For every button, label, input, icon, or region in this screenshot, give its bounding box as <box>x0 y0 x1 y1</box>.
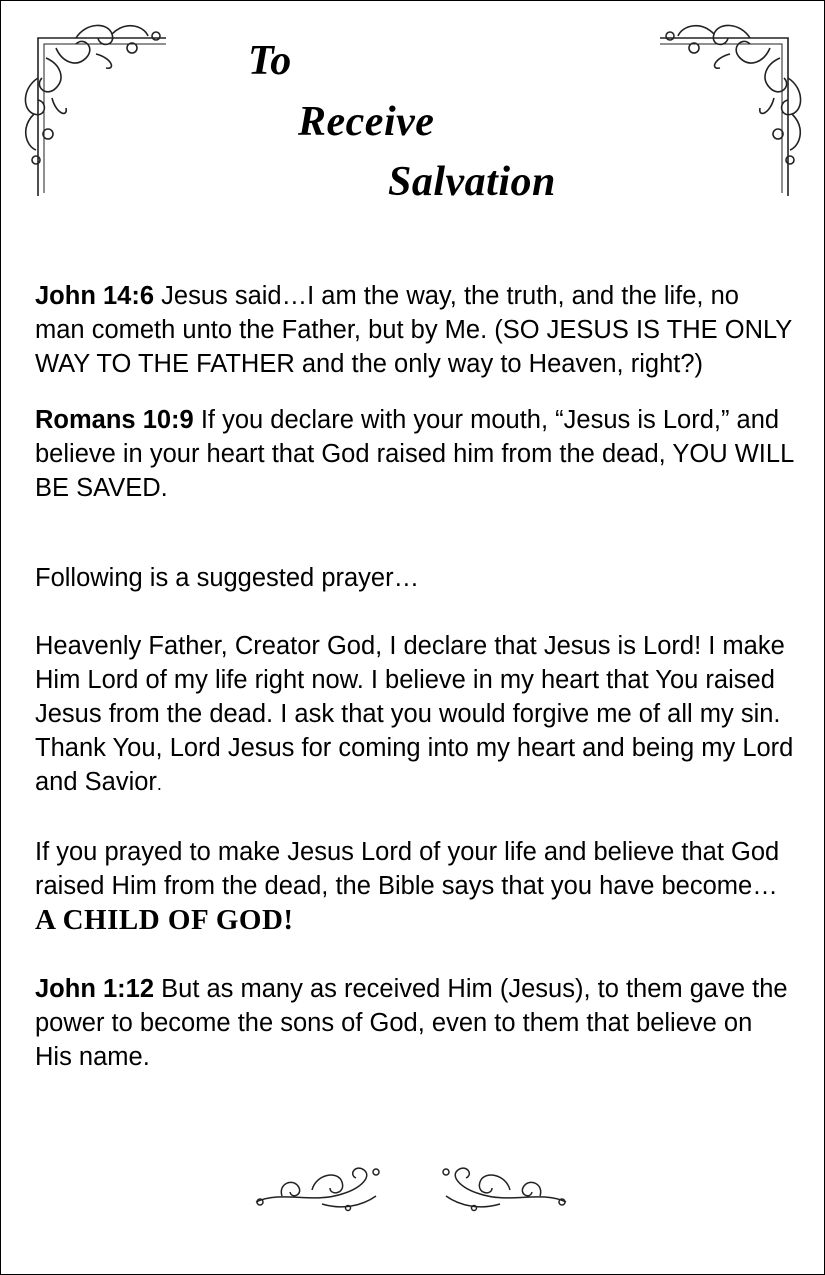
corner-flourish-right-icon <box>650 18 810 198</box>
body-content <box>35 279 795 1074</box>
prayer-intro: Following is a suggested prayer… <box>35 564 420 592</box>
verse-reference: John 1:12 <box>35 975 155 1003</box>
corner-flourish-left-icon <box>16 18 176 198</box>
result-text: If you prayed to make Jesus Lord of your life and believe that God raised Him from the dead, the Bible says that you have become… <box>35 838 780 900</box>
verse-reference: John 14:6 <box>35 282 155 310</box>
verse-text: Jesus said…I am the way, the truth, and the life, no man cometh unto the Father, but by Me. (SO JESUS IS THE ONLY WAY TO THE FATHER and the only way to Heaven, right?) <box>35 282 792 378</box>
verse-text: If you declare with your mouth, “Jesus is Lord,” and believe in your heart that God raised him from the dead, YOU WILL BE SAVED. <box>35 406 794 502</box>
salvation-result <box>35 835 795 938</box>
title-line-1: To <box>248 38 292 84</box>
verse-john-14-6 <box>35 279 795 381</box>
verse-romans-10-9 <box>35 403 795 505</box>
bottom-flourish-left-icon <box>252 1160 382 1216</box>
verse-reference: Romans 10:9 <box>35 406 194 434</box>
suggested-prayer <box>35 629 795 801</box>
title-line-2: Receive <box>298 99 435 145</box>
verse-john-1-12 <box>35 972 795 1074</box>
title-line-3: Salvation <box>388 159 556 205</box>
prayer-end-period: . <box>156 774 162 794</box>
child-of-god-emphasis: A CHILD OF GOD! <box>35 904 294 936</box>
bottom-flourish-right-icon <box>440 1160 570 1216</box>
verse-text: But as many as received Him (Jesus), to them gave the power to become the sons of God, even to them that believe on His name. <box>35 975 788 1071</box>
prayer-text: Heavenly Father, Creator God, I declare that Jesus is Lord! I make Him Lord of my life right now. I believe in my heart that You raised Jesus from the dead. I ask that you would forgive me of all my sin. Thank You, Lord Jesus for coming into my heart and being my Lord and Savior <box>35 632 794 796</box>
